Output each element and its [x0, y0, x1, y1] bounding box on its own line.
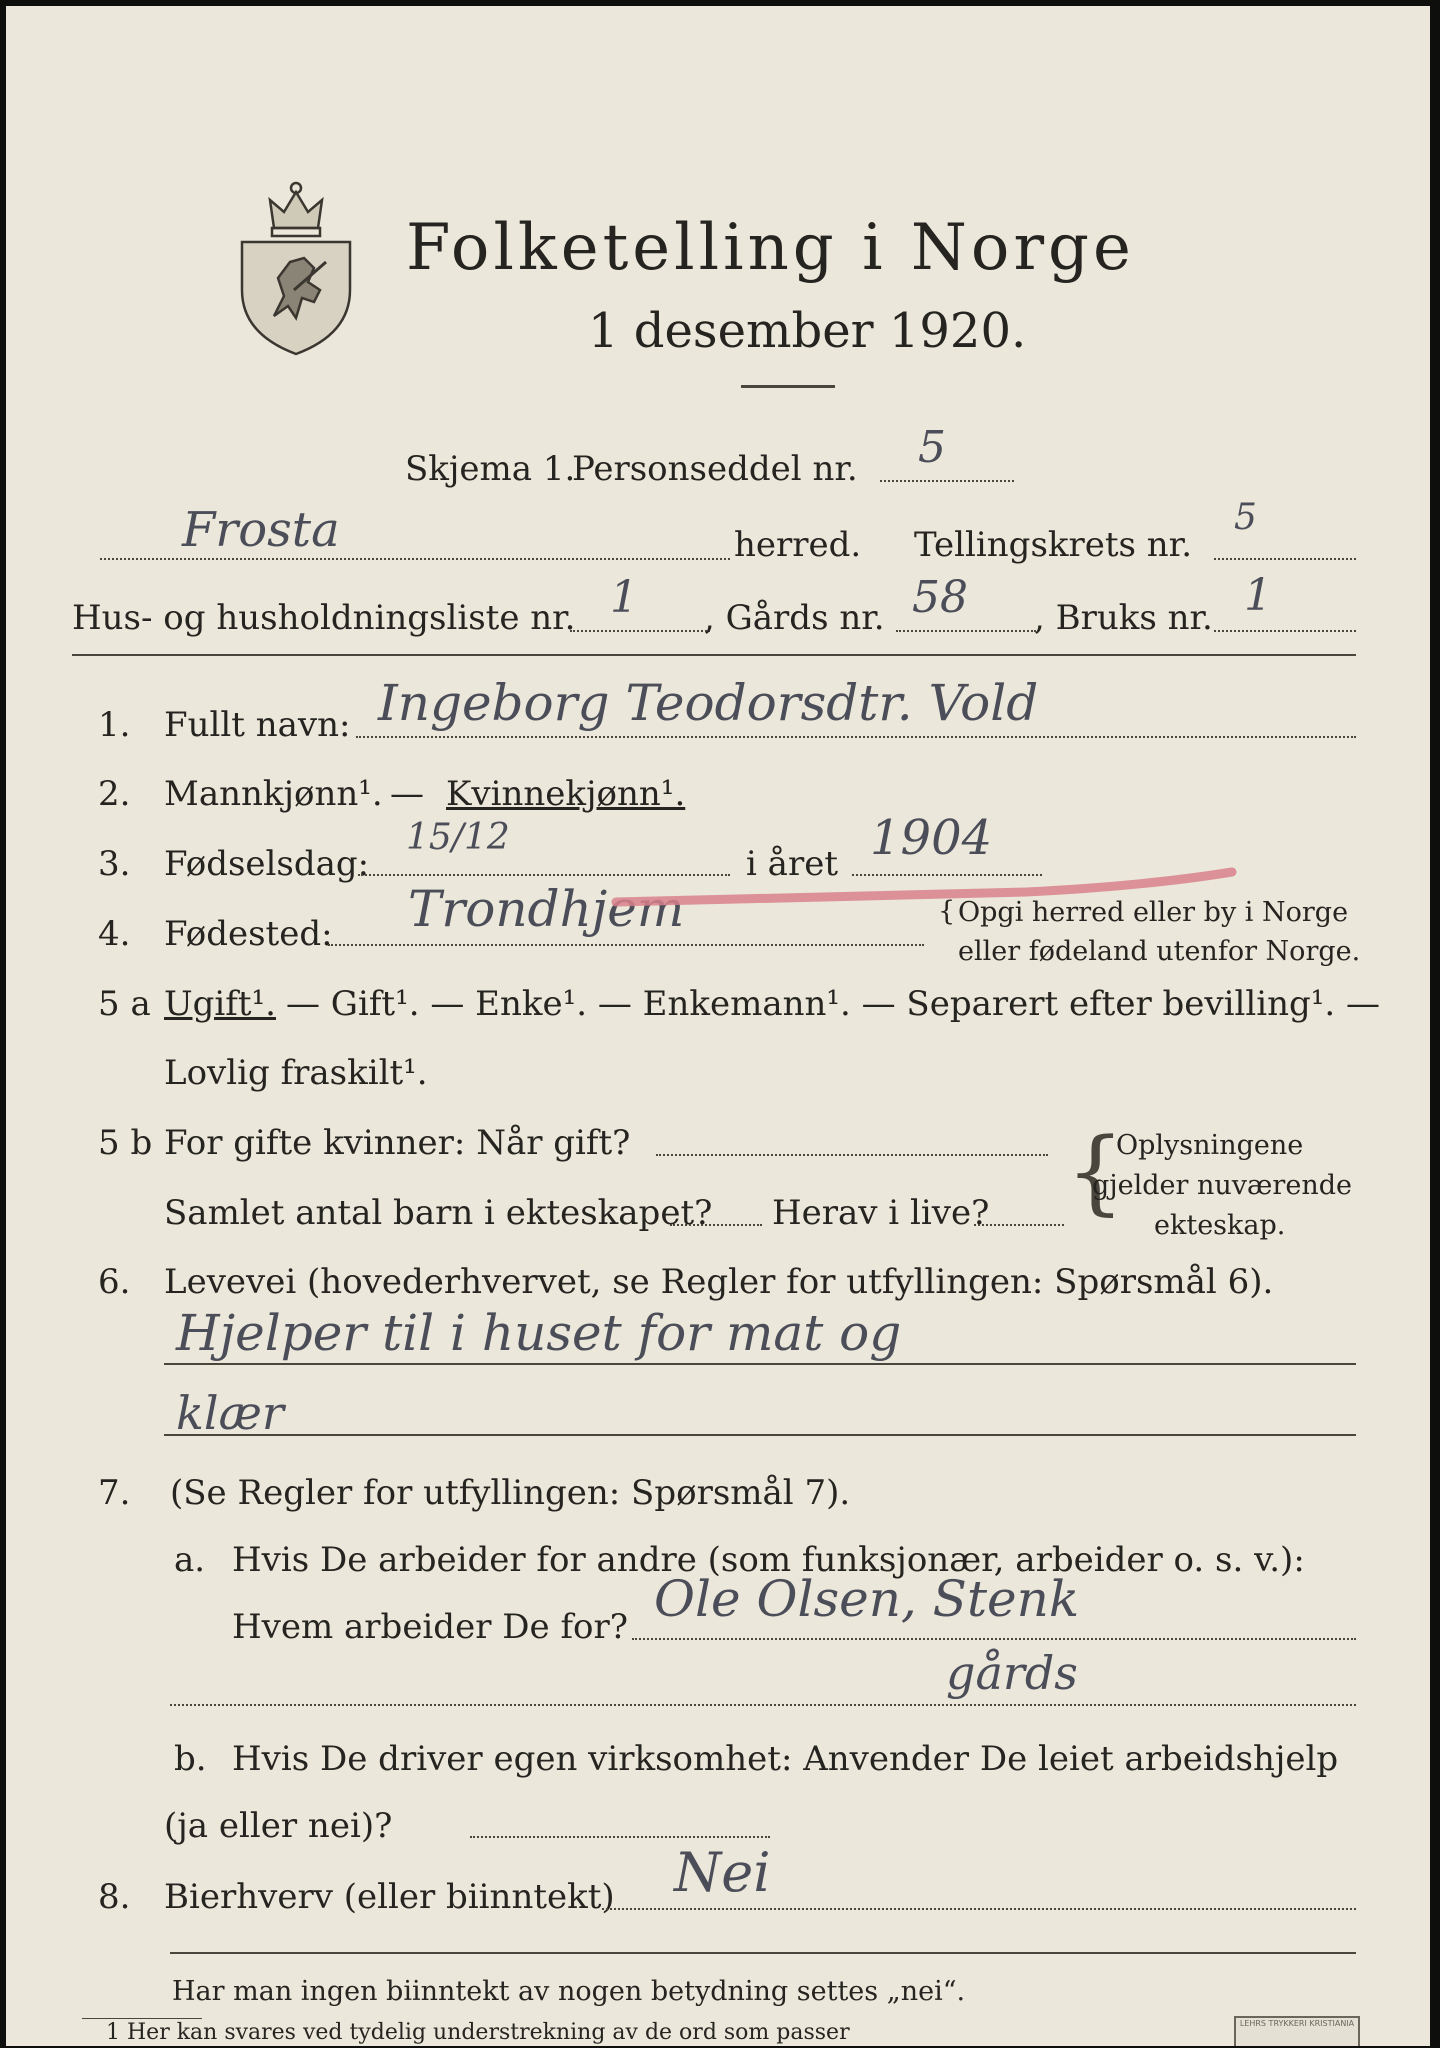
tellingskrets-value: 5	[1234, 497, 1257, 538]
q3-label: Fødselsdag:	[164, 844, 370, 884]
personseddel-value: 5	[918, 422, 946, 473]
tellingskrets-field[interactable]	[1214, 558, 1356, 560]
footnote: 1 Her kan svares ved tydelig understrekning av de ord som passer	[106, 2020, 850, 2045]
fodested-note-line1: Opgi herred eller by i Norge	[958, 897, 1349, 928]
levevei-value-line1: Hjelper til i huset for mat og	[176, 1304, 902, 1362]
i-live-label: Herav i live?	[772, 1193, 990, 1233]
arbeidsgiver-field-line1[interactable]	[632, 1638, 1356, 1640]
q2-number: 2.	[98, 774, 131, 814]
ugift-option[interactable]: Ugift¹.	[164, 984, 276, 1024]
q7a-label: Hvis De arbeider for andre (som funksjonær, arbeider o. s. v.):	[232, 1540, 1305, 1580]
levevei-line2[interactable]	[164, 1434, 1356, 1436]
arbeidsgiver-field-line2[interactable]	[170, 1704, 1356, 1706]
husliste-value: 1	[610, 572, 638, 623]
nar-gift-field[interactable]	[656, 1154, 1048, 1156]
q5b-note-line3: ekteskap.	[1154, 1210, 1286, 1241]
personseddel-field[interactable]	[880, 480, 1014, 482]
herred-label: herred.	[734, 525, 862, 565]
levevei-line1[interactable]	[164, 1363, 1356, 1365]
fodested-value: Trondhjem	[408, 880, 685, 938]
gards-value: 58	[912, 572, 968, 623]
q7b-letter: b.	[174, 1739, 207, 1779]
tellingskrets-label: Tellingskrets nr.	[914, 525, 1193, 565]
q2-separator: —	[390, 774, 424, 814]
footnote-rule	[82, 2018, 202, 2019]
q5b-label: For gifte kvinner: Når gift?	[164, 1123, 631, 1163]
bruks-value: 1	[1244, 570, 1272, 621]
printer-stamp: LEHRS TRYKKERI KRISTIANIA	[1234, 2016, 1360, 2046]
bierhverv-line2[interactable]	[170, 1952, 1356, 1954]
bruks-field[interactable]	[1214, 630, 1356, 632]
page-title: Folketelling i Norge	[406, 211, 1135, 285]
kvinnekjonn-option[interactable]: Kvinnekjønn¹.	[446, 774, 686, 814]
i-live-field[interactable]	[974, 1224, 1064, 1226]
arbeidshjelp-field[interactable]	[470, 1836, 770, 1838]
sivilstand-options[interactable]: — Gift¹. — Enke¹. — Enkemann¹. — Separert efter bevilling¹. —	[286, 984, 1381, 1024]
q1-number: 1.	[98, 705, 131, 745]
herred-value: Frosta	[182, 502, 340, 558]
herred-field[interactable]	[100, 558, 730, 560]
q4-number: 4.	[98, 914, 131, 954]
biinntekt-note: Har man ingen biinntekt av nogen betydning settes „nei“.	[172, 1976, 966, 2007]
barn-field[interactable]	[670, 1224, 762, 1226]
lovlig-fraskilt-option[interactable]: Lovlig fraskilt¹.	[164, 1053, 428, 1093]
q6-label: Levevei (hovederhvervet, se Regler for utfyllingen: Spørsmål 6).	[164, 1262, 1274, 1302]
gards-label: , Gårds nr.	[704, 598, 885, 638]
barn-label: Samlet antal barn i ekteskapet?	[164, 1193, 713, 1233]
census-date: 1 desember 1920.	[588, 303, 1027, 359]
q5b-note-line1: Oplysningene	[1116, 1130, 1304, 1161]
q7-label: (Se Regler for utfyllingen: Spørsmål 7).	[170, 1473, 851, 1513]
title-divider	[741, 385, 835, 388]
q1-label: Fullt navn:	[164, 705, 351, 745]
fodselsar-value: 1904	[870, 810, 993, 866]
q5b-brace: {	[1066, 1118, 1125, 1225]
gards-field[interactable]	[896, 630, 1036, 632]
bierhverv-field[interactable]	[602, 1908, 1356, 1910]
q7b-line2: (ja eller nei)?	[164, 1806, 393, 1846]
fullt-navn-value: Ingeborg Teodorsdtr. Vold	[378, 674, 1039, 732]
q5b-number: 5 b	[98, 1123, 153, 1163]
bierhverv-value: Nei	[674, 1841, 771, 1904]
q7a-question: Hvem arbeider De for?	[232, 1607, 628, 1647]
q5a-number: 5 a	[98, 984, 151, 1024]
personseddel-label: Personseddel nr.	[572, 449, 858, 489]
q7a-letter: a.	[174, 1540, 206, 1580]
fodselsdag-value: 15/12	[406, 817, 510, 858]
arbeidsgiver-value-line1: Ole Olsen, Stenk	[654, 1570, 1080, 1628]
arbeidsgiver-value-line2: gårds	[946, 1646, 1078, 1700]
husliste-label: Hus- og husholdningsliste nr.	[72, 598, 576, 638]
q7-number: 7.	[98, 1473, 131, 1513]
levevei-value-line2: klær	[176, 1386, 284, 1440]
q6-number: 6.	[98, 1262, 131, 1302]
fodested-field[interactable]	[328, 944, 924, 946]
q7b-label: Hvis De driver egen virksomhet: Anvender De leiet arbeidshjelp	[232, 1739, 1339, 1779]
bruks-label: , Bruks nr.	[1034, 598, 1213, 638]
fullt-navn-field[interactable]	[356, 736, 1356, 738]
q3-year-label: i året	[746, 844, 838, 884]
norwegian-coat-of-arms-icon	[234, 178, 358, 356]
q8-number: 8.	[98, 1877, 131, 1917]
husliste-field[interactable]	[570, 630, 710, 632]
mannkjonn-option[interactable]: Mannkjønn¹.	[164, 774, 383, 814]
fodested-note-line2: eller fødeland utenfor Norge.	[958, 936, 1361, 967]
q4-brace: {	[938, 896, 956, 927]
q3-number: 3.	[98, 844, 131, 884]
q4-label: Fødested:	[164, 914, 333, 954]
header-divider	[72, 654, 1356, 656]
q5b-note-line2: gjelder nuværende	[1092, 1170, 1352, 1201]
q8-label: Bierhverv (eller biinntekt)	[164, 1877, 615, 1917]
skjema-label: Skjema 1.	[405, 449, 576, 489]
census-form	[6, 6, 1430, 2046]
